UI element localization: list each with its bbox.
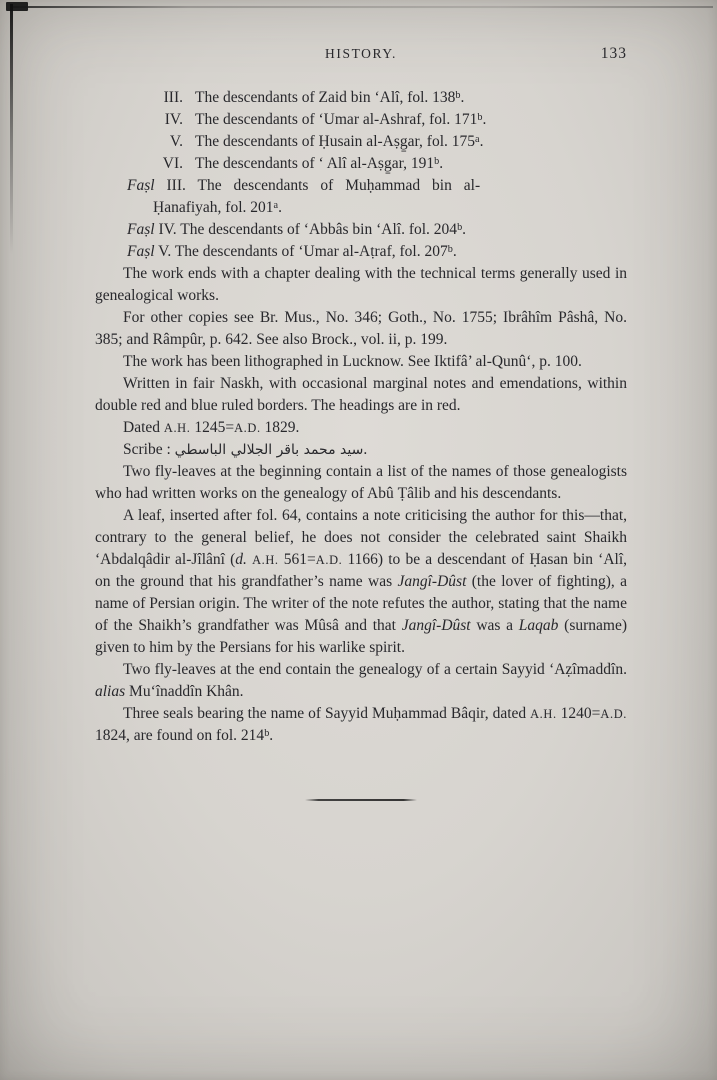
arabic-text: سيد محمد باقر الجلالي الباسطي xyxy=(174,442,364,459)
catalog-entry xyxy=(95,131,627,153)
catalog-entry: Faṣl V. The descendants of ‘Umar al-Aṭraf, fol. 207$^b$. xyxy=(127,243,457,261)
catalog-entry xyxy=(95,153,627,175)
paragraph: A leaf, inserted after fol. 64, contains a note criticising the author for this—that, contrary to the general belief, he does not consider the celebrated saint Shaikh ‘Abdalqâdir al-Jîlânî (d. A.H. 561=A.D. 1166) to be a descendant of Ḥasan bin ‘Alî, on the ground that his grandfather’s name was Jangî-Dûst (the lover of fighting), a name of Persian origin. The writer of the note refutes the author, stating that the name of the Shaikh’s grandfather was Mûsâ and that Jangî-Dûst was a Laqab (surname) given to him by the Persians for his warlike spirit. xyxy=(95,507,627,657)
catalog-entry xyxy=(95,109,627,131)
entry-numeral: III. xyxy=(163,89,183,107)
paragraph: Two fly-leaves at the beginning contain a list of the names of those genealogists who had written works on the genealogy of Abû Ṭâlib and his descendants. xyxy=(95,463,627,503)
entry-text: The descendants of ‘Umar al-Ashraf, fol. 171$^b$. xyxy=(195,111,487,129)
paragraph: The work has been lithographed in Lucknow. See Iktifâ’ al-Qunû‘, p. 100. xyxy=(123,353,582,371)
catalog-entry: Faṣl IV. The descendants of ‘Abbâs bin ‘Alî. fol. 204$^b$. xyxy=(127,221,467,239)
paragraph: Scribe : سيد محمد باقر الجلالي الباسطي. xyxy=(123,441,368,459)
page-content xyxy=(95,44,627,801)
paragraph: Written in fair Naskh, with occasional marginal notes and emendations, within double red and blue ruled borders. The headings are in red. xyxy=(95,375,627,415)
entry-list xyxy=(95,87,627,263)
scan-edge-left xyxy=(10,4,13,254)
page-header xyxy=(95,44,627,63)
paragraph-block xyxy=(95,263,627,747)
paragraph: Three seals bearing the name of Sayyid Muḥammad Bâqir, dated A.H. 1240=A.D. 1824, are found on fol. 214$^b$. xyxy=(95,705,627,745)
catalog-entry xyxy=(95,87,627,109)
entry-text: The descendants of Zaid bin ‘Alî, fol. 138$^b$. xyxy=(195,89,465,107)
entry-text: The descendants of Ḥusain al-Aṣg̱ar, fol. 175$^a$. xyxy=(195,133,484,151)
page-number: 133 xyxy=(600,45,627,62)
paragraph: For other copies see Br. Mus., No. 346; Goth., No. 1755; Ibrâhîm Pâshâ, No. 385; and Râmpûr, p. 642. See also Brock., vol. ii, p. 199. xyxy=(95,309,627,349)
entry-numeral: VI. xyxy=(162,155,183,173)
divider-rule xyxy=(305,799,417,801)
entry-numeral: IV. xyxy=(164,111,183,129)
running-title: HISTORY. xyxy=(325,46,397,61)
entry-numeral: V. xyxy=(169,133,183,151)
paragraph: Two fly-leaves at the end contain the genealogy of a certain Sayyid ‘Aẓîmaddîn. alias Mu‘înaddîn Khân. xyxy=(95,661,627,701)
catalog-entry: Faṣl III. The descendants of Muḥammad bin al- Ḥanafiyah, fol. 201$^a$. xyxy=(127,177,481,217)
scan-edge-top xyxy=(12,6,713,8)
paragraph: Dated A.H. 1245=A.D. 1829. xyxy=(123,419,300,437)
paragraph: The work ends with a chapter dealing with the technical terms generally used in genealogical works. xyxy=(95,265,627,305)
entry-text: The descendants of ‘ Alî al-Aṣg̱ar, 191$^b$. xyxy=(195,155,444,173)
